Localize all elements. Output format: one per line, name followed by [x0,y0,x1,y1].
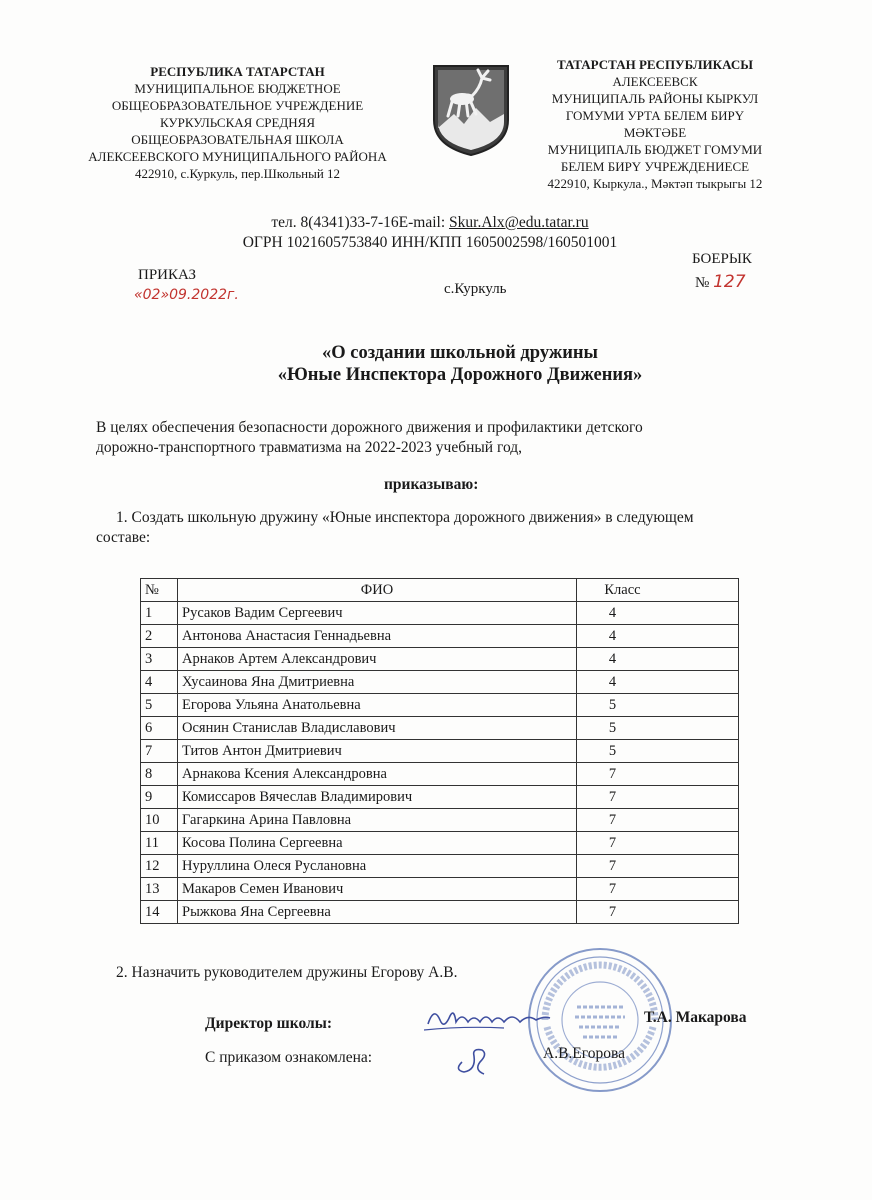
cell-number: 4 [141,671,178,694]
order-place: с.Куркуль [444,281,507,297]
header-left-ru [70,63,405,182]
order-decree: приказываю: [384,476,479,493]
header-right-line: 422910, Кыркула., Мәктәп тыкрыгы 12 [547,176,763,191]
order-item-2 [116,963,457,983]
item-1-number: 1. [116,509,128,526]
header-left-line: КУРКУЛЬСКАЯ СРЕДНЯЯ [159,115,316,130]
cell-fio: Антонова Анастасия Геннадьевна [178,625,577,648]
preamble-line: дорожно-транспортного травматизма на 2022-2023 учебный год, [96,439,523,456]
column-header-number: № [141,579,178,602]
item-1-line [96,508,796,528]
cell-number: 1 [141,602,178,625]
table-row [141,832,739,855]
table-row [141,855,739,878]
cell-number: 10 [141,809,178,832]
contact-phone-line [190,213,670,233]
cell-fio: Косова Полина Сергеевна [178,832,577,855]
cell-fio: Русаков Вадим Сергеевич [178,602,577,625]
cell-number: 13 [141,878,178,901]
contact-phone: тел. 8(4341)33-7-16E-mail: [271,214,450,231]
roster-table [140,578,739,924]
cell-number: 6 [141,717,178,740]
header-left-line: ОБЩЕОБРАЗОВАТЕЛЬНАЯ ШКОЛА [131,132,344,147]
table-row [141,625,739,648]
header-left-line: 422910, с.Куркуль, пер.Школьный 12 [134,166,341,181]
table-row [141,901,739,924]
table-row [141,671,739,694]
cell-number: 11 [141,832,178,855]
cell-fio: Хусаинова Яна Дмитриевна [178,671,577,694]
cell-fio: Титов Антон Дмитриевич [178,740,577,763]
acquainted-name: А.В.Егорова [543,1045,625,1062]
date-day: 02 [142,287,161,303]
item-1-line-2: составе: [96,529,151,546]
table-row [141,878,739,901]
cell-class: 5 [577,717,739,740]
order-date [134,286,239,305]
order-label-tt: БОЕРЫК [692,251,752,267]
header-right-line: ТАТАРСТАН РЕСПУБЛИКАСЫ [557,57,753,72]
cell-fio: Осянин Станислав Владиславович [178,717,577,740]
order-label-ru: ПРИКАЗ [138,267,196,283]
item-2-text: Назначить руководителем дружины Егорову А.В. [131,964,458,981]
contact-email-link[interactable]: Skur.Alx@edu.tatar.ru [449,214,589,231]
table-row [141,809,739,832]
cell-fio: Нуруллина Олеся Руслановна [178,855,577,878]
header-right-line: МУНИЦИПАЛЬ БЮДЖЕТ ГОМУМИ [547,142,763,157]
cell-number: 2 [141,625,178,648]
cell-class: 4 [577,602,739,625]
table-row [141,786,739,809]
cell-class: 4 [577,648,739,671]
order-item-1 [96,508,796,548]
table-row [141,763,739,786]
column-header-fio: ФИО [178,579,577,602]
cell-fio: Рыжкова Яна Сергеевна [178,901,577,924]
cell-fio: Арнакова Ксения Александровна [178,763,577,786]
cell-number: 14 [141,901,178,924]
cell-number: 9 [141,786,178,809]
cell-class: 7 [577,855,739,878]
alekseevsk-deer-emblem-icon [430,62,512,158]
order-number-sign: № [695,275,710,291]
header-right-line: АЛЕКСЕЕВСК [612,74,698,89]
table-header-row [141,579,739,602]
cell-fio: Егорова Ульяна Анатольевна [178,694,577,717]
cell-number: 5 [141,694,178,717]
cell-fio: Арнаков Артем Александрович [178,648,577,671]
cell-class: 7 [577,786,739,809]
header-right-line: МӘКТӘБЕ [623,125,687,140]
cell-class: 5 [577,740,739,763]
header-right-line: ГОМУМИ УРТА БЕЛЕМ БИРҮ [565,108,745,123]
order-title-line: «О создании школьной дружины [321,343,599,363]
cell-class: 7 [577,878,739,901]
date-close-quote: » [160,287,170,303]
cell-class: 4 [577,625,739,648]
cell-fio: Гагаркина Арина Павловна [178,809,577,832]
header-left-line: ОБЩЕОБРАЗОВАТЕЛЬНОЕ УЧРЕЖДЕНИЕ [111,98,364,113]
item-2-number: 2. [116,964,128,981]
cell-fio: Комиссаров Вячеслав Владимирович [178,786,577,809]
header-left-line: АЛЕКСЕЕВСКОГО МУНИЦИПАЛЬНОГО РАЙОНА [88,149,387,164]
director-name: Т.А. Макарова [644,1009,747,1026]
preamble-line: В целях обеспечения безопасности дорожного движения и профилактики детского [96,419,643,436]
order-number-value: 127 [713,272,746,292]
handwritten-signature-icon [424,1000,564,1080]
contact-block [190,213,670,253]
header-left-line: МУНИЦИПАЛЬНОЕ БЮДЖЕТНОЕ [134,81,341,96]
cell-class: 7 [577,901,739,924]
cell-number: 3 [141,648,178,671]
cell-number: 7 [141,740,178,763]
table-row [141,717,739,740]
cell-class: 7 [577,809,739,832]
table-row [141,694,739,717]
column-header-class: Класс [577,579,739,602]
order-preamble [96,418,796,458]
cell-class: 5 [577,694,739,717]
order-title-line: «Юные Инспектора Дорожного Движения» [277,365,643,385]
acquainted-label: С приказом ознакомлена: [205,1049,373,1066]
table-row [141,740,739,763]
table-row [141,648,739,671]
cell-class: 4 [577,671,739,694]
cell-class: 7 [577,763,739,786]
item-1-text: Создать школьную дружину «Юные инспектора дорожного движения» в следующем [131,509,694,526]
director-label: Директор школы: [205,1015,332,1032]
cell-fio: Макаров Семен Иванович [178,878,577,901]
cell-number: 12 [141,855,178,878]
contact-ogrn: ОГРН 1021605753840 ИНН/КПП 1605002598/160501001 [242,234,618,251]
header-right-line: МУНИЦИПАЛЬ РАЙОНЫ КЫРКУЛ [551,91,759,106]
date-rest: 09.2022г. [169,287,239,303]
header-right-line: БЕЛЕМ БИРҮ УЧРЕЖДЕНИЕСЕ [560,159,750,174]
header-left-line: РЕСПУБЛИКА ТАТАРСТАН [150,64,325,79]
order-title [150,342,770,386]
roster-body [141,602,739,924]
cell-number: 8 [141,763,178,786]
date-open-quote: « [134,287,143,303]
header-right-tt [525,56,785,192]
order-number [695,273,746,293]
cell-class: 7 [577,832,739,855]
table-row [141,602,739,625]
